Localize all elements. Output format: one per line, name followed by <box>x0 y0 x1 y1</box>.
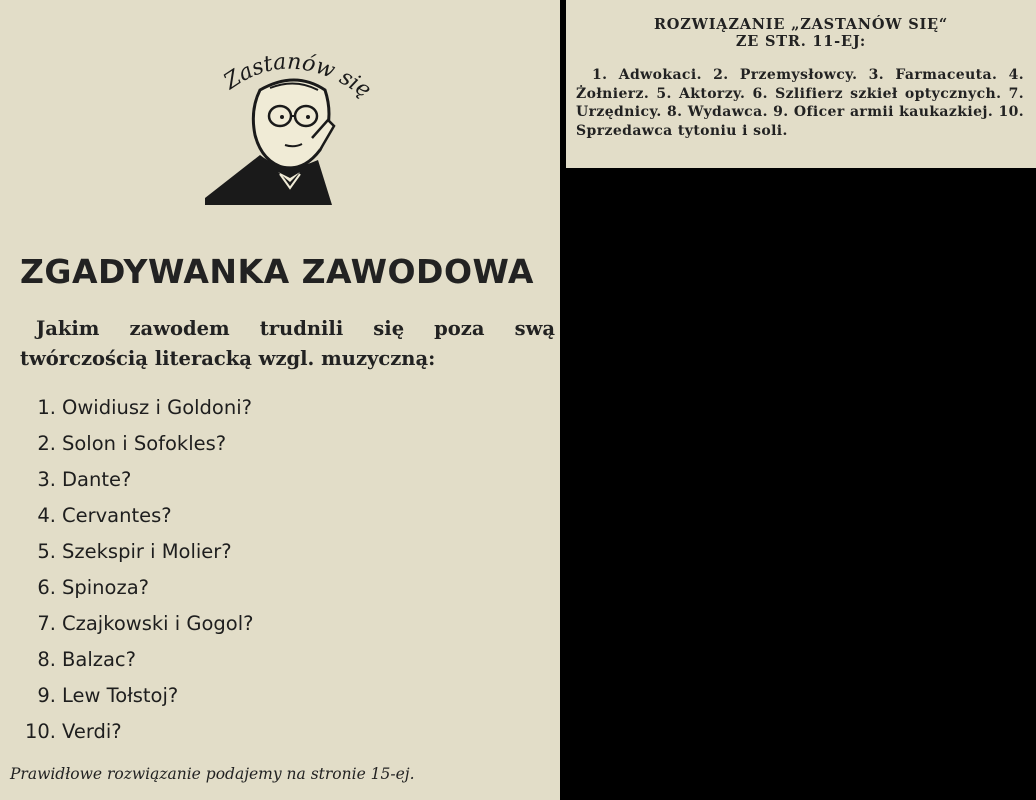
puzzle-title: ZGADYWANKA ZAWODOWA <box>20 252 534 291</box>
question-item: 6. Spinoza? <box>37 576 149 599</box>
thinking-man-logo <box>200 50 380 210</box>
solution-box <box>566 0 1036 168</box>
question-item: 1. Owidiusz i Goldoni? <box>37 396 252 419</box>
solution-title: ROZWIĄZANIE „ZASTANÓW SIĘ“ ZE STR. 11-EJ: <box>653 16 949 50</box>
question-item: 7. Czajkowski i Gogol? <box>37 612 254 635</box>
question-item: 4. Cervantes? <box>37 504 172 527</box>
question-item: 2. Solon i Sofokles? <box>37 432 227 455</box>
question-item: 3. Dante? <box>37 468 132 491</box>
solution-text: 1. Adwokaci. 2. Przemysłowcy. 3. Farmaceuta. 4. Żołnierz. 5. Aktorzy. 6. Szlifierz szkieł optycznych. 7. Urzędnicy. 8. Wydawca. 9. Oficer armii kaukazkiej. 10. Sprzedawca tytoniu i soli. <box>576 67 1024 139</box>
question-item: 10. Verdi? <box>24 720 122 743</box>
answer-page-note: Prawidłowe rozwiązanie podajemy na stronie 15-ej. <box>10 765 415 783</box>
question-item: 5. Szekspir i Molier? <box>37 540 232 563</box>
question-item: 9. Lew Tołstoj? <box>37 684 179 707</box>
svg-text:Zastanów się: Zastanów się <box>219 50 376 104</box>
question-list <box>0 390 560 750</box>
question-item: 8. Balzac? <box>37 648 137 671</box>
puzzle-intro: Jakim zawodem trudnili się poza swą twórczością literacką wzgl. muzyczną: <box>20 317 555 370</box>
